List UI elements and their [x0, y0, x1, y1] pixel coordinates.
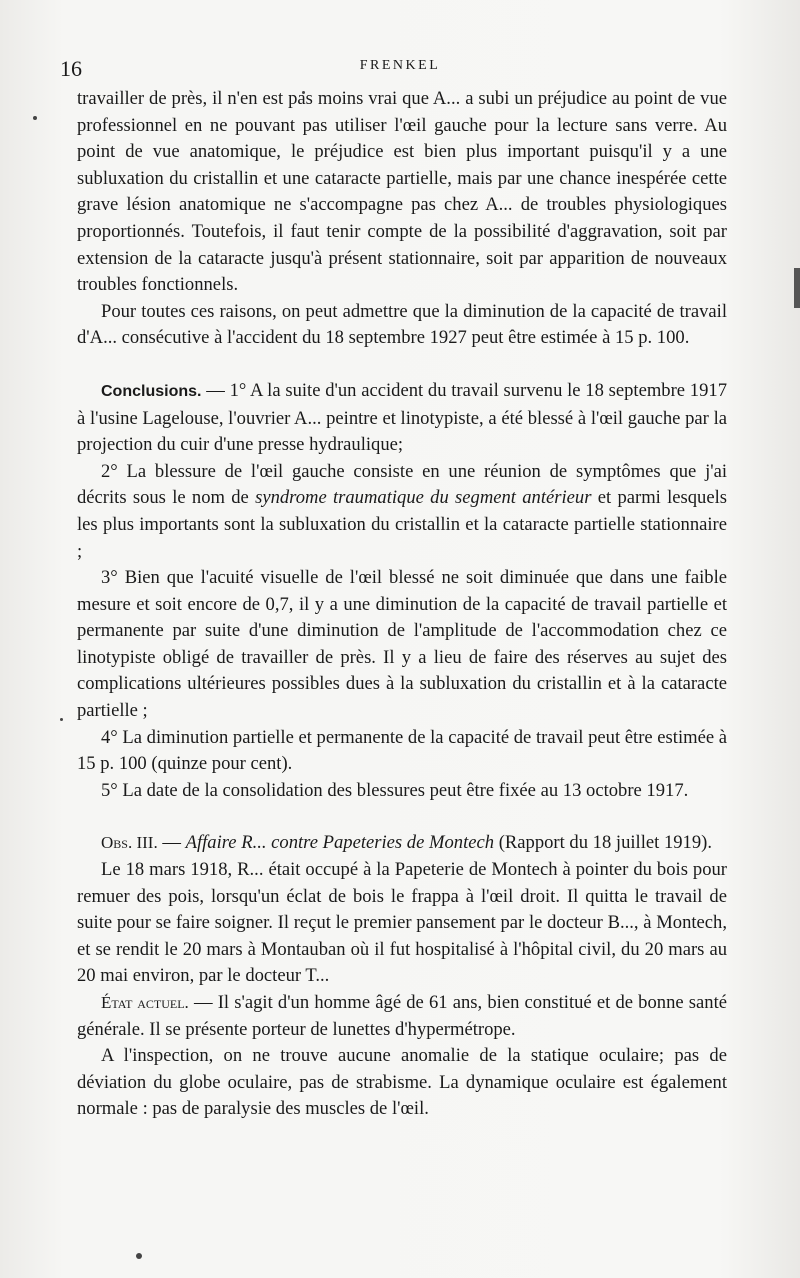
- page-edge-mark: [794, 268, 800, 308]
- conclusion-item: [77, 378, 727, 459]
- observation-heading: [77, 830, 727, 857]
- page-header: [60, 54, 740, 80]
- etat-label: État actuel.: [101, 993, 189, 1012]
- conclusion-item: [77, 459, 727, 565]
- obs-dash: —: [162, 832, 181, 854]
- paragraph: A l'inspection, on ne trouve aucune anomalie de la statique oculaire; pas de déviation du globe oculaire, pas de strabisme. La dynamique oculaire est également normale : pas de paralysie des muscles de l'œil.: [77, 1045, 727, 1120]
- conclusion-item: 4° La diminution partielle et permanente de la capacité de travail peut être estimée à 15 p. 100 (quinze pour cent).: [77, 726, 727, 775]
- conclusion-text: 2° La blessure de l'œil gauche consiste en une réunion de symptômes que j'ai décrits sous le nom de: [77, 460, 727, 509]
- ink-speck: [33, 116, 37, 120]
- paragraph: travailler de près, il n'en est pas moins vrai que A... a subi un préjudice au point de vue professionnel en ne pouvant pas utiliser l'œil gauche pour la lecture sans verre. Au point de vue anatomique, le préjudice est bien plus important puisqu'il y a une subluxation du cristallin et une cataracte partielle, mais par une chance inespérée cette grave lésion anatomique ne s'accompagne pas chez A... de troubles physiologiques proportionnés. Toutefois, il faut tenir compte de la possibilité d'aggravation, soit par extension de la cataracte jusqu'à présent stationnaire, soit par apparition de nouveaux troubles fonctionnels.: [77, 88, 727, 296]
- obs-report: (Rapport du 18 juillet 1919).: [498, 832, 712, 854]
- page-number: 16: [60, 56, 82, 81]
- ink-speck: [136, 1253, 142, 1259]
- conclusion-text: — 1° A la suite d'un accident du travail survenu le 18 septembre 1917 à l'usine Lagelouse, l'ouvrier A... peintre et linotypiste, a été blessé à l'œil gauche par la projection du cuir d'une presse hydraulique;: [77, 379, 727, 456]
- paragraph: Le 18 mars 1918, R... était occupé à la Papeterie de Montech à pointer du bois pour remuer des pois, lorsqu'un éclat de bois le frappa à l'œil droit. Il quitta le travail de suite pour se faire soigner. Il reçut le premier pansement par le docteur B..., à Montech, et se rendit le 20 mars à Montauban où il fut hospitalisé à l'hôpital civil, du 20 mars au 20 mai environ, par le docteur T...: [77, 859, 727, 987]
- conclusion-italic: syndrome traumatique du segment antérieur: [255, 487, 592, 509]
- conclusion-item: 3° Bien que l'acuité visuelle de l'œil blessé ne soit diminuée que dans une faible mesure et soit encore de 0,7, il y a une diminution de la capacité de travail partielle et permanente par suite d'une diminution de l'amplitude de l'accommodation chez ce linotypiste obligé de travailler de près. Il y a lieu de faire des réserves au sujet des complications ultérieures possibles dues à la subluxation du cristallin et à la cataracte partielle ;: [77, 567, 727, 722]
- paragraph: Pour toutes ces raisons, on peut admettre que la diminution de la capacité de travail d'A... consécutive à l'accident du 18 septembre 1927 peut être estimée à 15 p. 100.: [77, 300, 727, 349]
- conclusion-text: et parmi lesquels les plus importants sont la subluxation du cristallin et la cataracte partielle stationnaire ;: [77, 487, 728, 562]
- paragraph: [77, 990, 727, 1043]
- obs-label: Obs. III.: [101, 833, 158, 853]
- running-head: FRENKEL: [359, 58, 441, 73]
- obs-title: Affaire R... contre Papeteries de Montech: [185, 832, 495, 854]
- ink-speck: [60, 718, 63, 721]
- conclusions-heading: Conclusions.: [101, 382, 202, 400]
- etat-text: — Il s'agit d'un homme âgé de 61 ans, bien constitué et de bonne santé générale. Il se présente porteur de lunettes d'hypermétrope.: [77, 992, 727, 1040]
- conclusion-item: 5° La date de la consolidation des blessures peut être fixée au 13 octobre 1917.: [101, 779, 689, 801]
- body-text: [77, 86, 727, 1123]
